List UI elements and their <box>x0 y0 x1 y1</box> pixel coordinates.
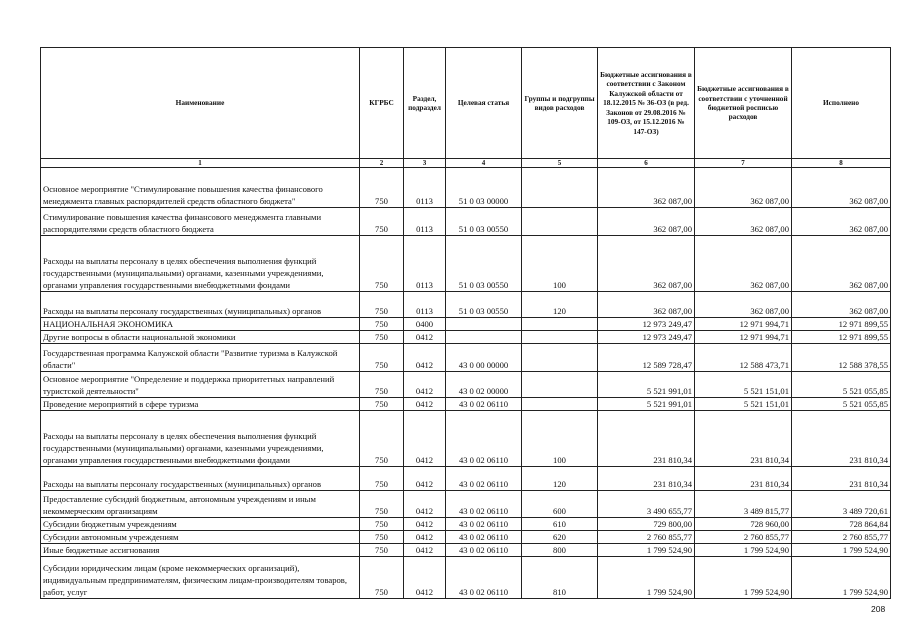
row-law: 362 087,00 <box>598 236 695 292</box>
row-executed: 12 971 899,55 <box>792 318 891 331</box>
row-kgrbs: 750 <box>360 344 404 372</box>
table-row <box>41 557 891 599</box>
row-kgrbs: 750 <box>360 168 404 208</box>
row-target: 43 0 00 00000 <box>446 344 522 372</box>
row-executed: 231 810,34 <box>792 467 891 491</box>
row-target: 43 0 02 06110 <box>446 398 522 411</box>
row-refined: 1 799 524,90 <box>695 544 792 557</box>
table-row <box>41 531 891 544</box>
row-razdel: 0412 <box>404 557 446 599</box>
row-executed: 12 971 899,55 <box>792 331 891 344</box>
row-razdel: 0412 <box>404 531 446 544</box>
row-razdel: 0412 <box>404 331 446 344</box>
row-name: Основное мероприятие "Определение и поддержка приоритетных направлений туристской деятельности" <box>41 372 360 398</box>
row-razdel: 0113 <box>404 236 446 292</box>
row-name: Расходы на выплаты персоналу государственных (муниципальных) органов <box>41 292 360 318</box>
row-kgrbs: 750 <box>360 208 404 236</box>
row-vr <box>522 318 598 331</box>
row-executed: 728 864,84 <box>792 518 891 531</box>
col-number: 3 <box>404 159 446 168</box>
row-razdel: 0412 <box>404 518 446 531</box>
row-executed: 1 799 524,90 <box>792 544 891 557</box>
row-vr: 810 <box>522 557 598 599</box>
col-number: 6 <box>598 159 695 168</box>
row-executed: 12 588 378,55 <box>792 344 891 372</box>
column-number-row <box>41 159 891 168</box>
row-vr: 610 <box>522 518 598 531</box>
row-vr <box>522 208 598 236</box>
row-target: 43 0 02 00000 <box>446 372 522 398</box>
row-name: Основное мероприятие "Стимулирование повышения качества финансового менеджмента главных распорядителей средств областного бюджета" <box>41 168 360 208</box>
row-refined: 12 971 994,71 <box>695 331 792 344</box>
row-target: 51 0 03 00550 <box>446 208 522 236</box>
row-name: Проведение мероприятий в сфере туризма <box>41 398 360 411</box>
row-vr: 100 <box>522 411 598 467</box>
row-refined: 5 521 151,01 <box>695 398 792 411</box>
row-name: НАЦИОНАЛЬНАЯ ЭКОНОМИКА <box>41 318 360 331</box>
row-vr: 620 <box>522 531 598 544</box>
row-refined: 231 810,34 <box>695 411 792 467</box>
row-name: Иные бюджетные ассигнования <box>41 544 360 557</box>
row-refined: 362 087,00 <box>695 208 792 236</box>
row-law: 2 760 855,77 <box>598 531 695 544</box>
row-law: 5 521 991,01 <box>598 372 695 398</box>
row-executed: 231 810,34 <box>792 411 891 467</box>
row-target <box>446 331 522 344</box>
row-kgrbs: 750 <box>360 318 404 331</box>
row-vr <box>522 398 598 411</box>
row-kgrbs: 750 <box>360 557 404 599</box>
row-name: Субсидии юридическим лицам (кроме некоммерческих организаций), индивидуальным предпринимателям, физическим лицам-производителям товаров, работ, услуг <box>41 557 360 599</box>
row-vr <box>522 372 598 398</box>
row-target: 43 0 02 06110 <box>446 411 522 467</box>
header-razdel: Раздел, подраздел <box>404 48 446 159</box>
header-row <box>41 48 891 159</box>
row-target: 43 0 02 06110 <box>446 467 522 491</box>
row-vr: 120 <box>522 292 598 318</box>
row-executed: 3 489 720,61 <box>792 491 891 518</box>
col-number: 2 <box>360 159 404 168</box>
row-kgrbs: 750 <box>360 531 404 544</box>
row-vr <box>522 344 598 372</box>
row-target: 43 0 02 06110 <box>446 557 522 599</box>
table-row <box>41 411 891 467</box>
row-razdel: 0412 <box>404 344 446 372</box>
row-refined: 12 971 994,71 <box>695 318 792 331</box>
row-refined: 362 087,00 <box>695 236 792 292</box>
row-law: 12 973 249,47 <box>598 331 695 344</box>
header-kgrbs: КГРБС <box>360 48 404 159</box>
row-kgrbs: 750 <box>360 544 404 557</box>
row-razdel: 0113 <box>404 292 446 318</box>
row-law: 729 800,00 <box>598 518 695 531</box>
row-target: 51 0 03 00550 <box>446 236 522 292</box>
row-name: Государственная программа Калужской области "Развитие туризма в Калужской области" <box>41 344 360 372</box>
header-name: Наименование <box>41 48 360 159</box>
header-executed: Исполнено <box>792 48 891 159</box>
row-name: Субсидии бюджетным учреждениям <box>41 518 360 531</box>
row-kgrbs: 750 <box>360 292 404 318</box>
row-executed: 5 521 055,85 <box>792 372 891 398</box>
row-executed: 362 087,00 <box>792 236 891 292</box>
row-target: 43 0 02 06110 <box>446 491 522 518</box>
col-number: 8 <box>792 159 891 168</box>
header-law: Бюджетные ассигнования в соответствии с Законом Калужской области от 18.12.2015 № 36-ОЗ (в ред. Законов от 29.08.2016 № 109-ОЗ, от 15.12.2016 № 147-ОЗ) <box>598 48 695 159</box>
row-executed: 1 799 524,90 <box>792 557 891 599</box>
row-razdel: 0412 <box>404 411 446 467</box>
row-law: 1 799 524,90 <box>598 557 695 599</box>
row-kgrbs: 750 <box>360 398 404 411</box>
header-refined: Бюджетные ассигнования в соответствии с уточненной бюджетной росписью расходов <box>695 48 792 159</box>
row-executed: 362 087,00 <box>792 292 891 318</box>
row-executed: 362 087,00 <box>792 208 891 236</box>
row-refined: 3 489 815,77 <box>695 491 792 518</box>
table-row <box>41 318 891 331</box>
row-kgrbs: 750 <box>360 331 404 344</box>
row-name: Субсидии автономным учреждениям <box>41 531 360 544</box>
row-law: 231 810,34 <box>598 467 695 491</box>
row-refined: 362 087,00 <box>695 168 792 208</box>
col-number: 4 <box>446 159 522 168</box>
row-refined: 1 799 524,90 <box>695 557 792 599</box>
row-name: Стимулирование повышения качества финансового менеджмента главными распорядителями средств областного бюджета <box>41 208 360 236</box>
row-name: Расходы на выплаты персоналу государственных (муниципальных) органов <box>41 467 360 491</box>
row-razdel: 0113 <box>404 208 446 236</box>
row-law: 5 521 991,01 <box>598 398 695 411</box>
row-refined: 5 521 151,01 <box>695 372 792 398</box>
row-law: 231 810,34 <box>598 411 695 467</box>
row-name: Расходы на выплаты персоналу в целях обеспечения выполнения функций государственными (муниципальными) органами, казенными учреждениями, органами управления государственными внебюджетными фондами <box>41 236 360 292</box>
row-refined: 12 588 473,71 <box>695 344 792 372</box>
page-number: 208 <box>871 604 886 614</box>
row-razdel: 0113 <box>404 168 446 208</box>
table-row <box>41 292 891 318</box>
row-target: 43 0 02 06110 <box>446 544 522 557</box>
row-razdel: 0412 <box>404 398 446 411</box>
row-target: 43 0 02 06110 <box>446 531 522 544</box>
row-refined: 728 960,00 <box>695 518 792 531</box>
row-kgrbs: 750 <box>360 411 404 467</box>
row-executed: 2 760 855,77 <box>792 531 891 544</box>
row-vr <box>522 168 598 208</box>
row-law: 362 087,00 <box>598 292 695 318</box>
table-row <box>41 236 891 292</box>
row-law: 12 589 728,47 <box>598 344 695 372</box>
budget-table <box>40 47 891 599</box>
row-kgrbs: 750 <box>360 518 404 531</box>
row-vr: 600 <box>522 491 598 518</box>
row-target: 51 0 03 00000 <box>446 168 522 208</box>
row-razdel: 0412 <box>404 544 446 557</box>
table-row <box>41 398 891 411</box>
row-vr <box>522 331 598 344</box>
row-refined: 2 760 855,77 <box>695 531 792 544</box>
row-target <box>446 318 522 331</box>
row-refined: 231 810,34 <box>695 467 792 491</box>
table-row <box>41 467 891 491</box>
col-number: 1 <box>41 159 360 168</box>
row-name: Расходы на выплаты персоналу в целях обеспечения выполнения функций государственными (муниципальными) органами, казенными учреждениями, органами управления государственными внебюджетными фондами <box>41 411 360 467</box>
row-target: 51 0 03 00550 <box>446 292 522 318</box>
table-row <box>41 372 891 398</box>
row-kgrbs: 750 <box>360 491 404 518</box>
table-row <box>41 168 891 208</box>
row-name: Другие вопросы в области национальной экономики <box>41 331 360 344</box>
table-row <box>41 544 891 557</box>
row-kgrbs: 750 <box>360 467 404 491</box>
row-law: 1 799 524,90 <box>598 544 695 557</box>
row-kgrbs: 750 <box>360 236 404 292</box>
row-refined: 362 087,00 <box>695 292 792 318</box>
table-row <box>41 208 891 236</box>
row-name: Предоставление субсидий бюджетным, автономным учреждениям и иным некоммерческим организациям <box>41 491 360 518</box>
table-row <box>41 491 891 518</box>
row-vr: 800 <box>522 544 598 557</box>
row-target: 43 0 02 06110 <box>446 518 522 531</box>
header-target: Целевая статья <box>446 48 522 159</box>
row-executed: 362 087,00 <box>792 168 891 208</box>
row-law: 3 490 655,77 <box>598 491 695 518</box>
row-vr: 120 <box>522 467 598 491</box>
row-razdel: 0412 <box>404 467 446 491</box>
row-law: 362 087,00 <box>598 208 695 236</box>
row-razdel: 0400 <box>404 318 446 331</box>
table-row <box>41 344 891 372</box>
header-groups: Группы и подгруппы видов расходов <box>522 48 598 159</box>
row-law: 12 973 249,47 <box>598 318 695 331</box>
table-row <box>41 518 891 531</box>
row-executed: 5 521 055,85 <box>792 398 891 411</box>
col-number: 5 <box>522 159 598 168</box>
table-row <box>41 331 891 344</box>
row-razdel: 0412 <box>404 372 446 398</box>
row-law: 362 087,00 <box>598 168 695 208</box>
row-vr: 100 <box>522 236 598 292</box>
row-kgrbs: 750 <box>360 372 404 398</box>
row-razdel: 0412 <box>404 491 446 518</box>
col-number: 7 <box>695 159 792 168</box>
